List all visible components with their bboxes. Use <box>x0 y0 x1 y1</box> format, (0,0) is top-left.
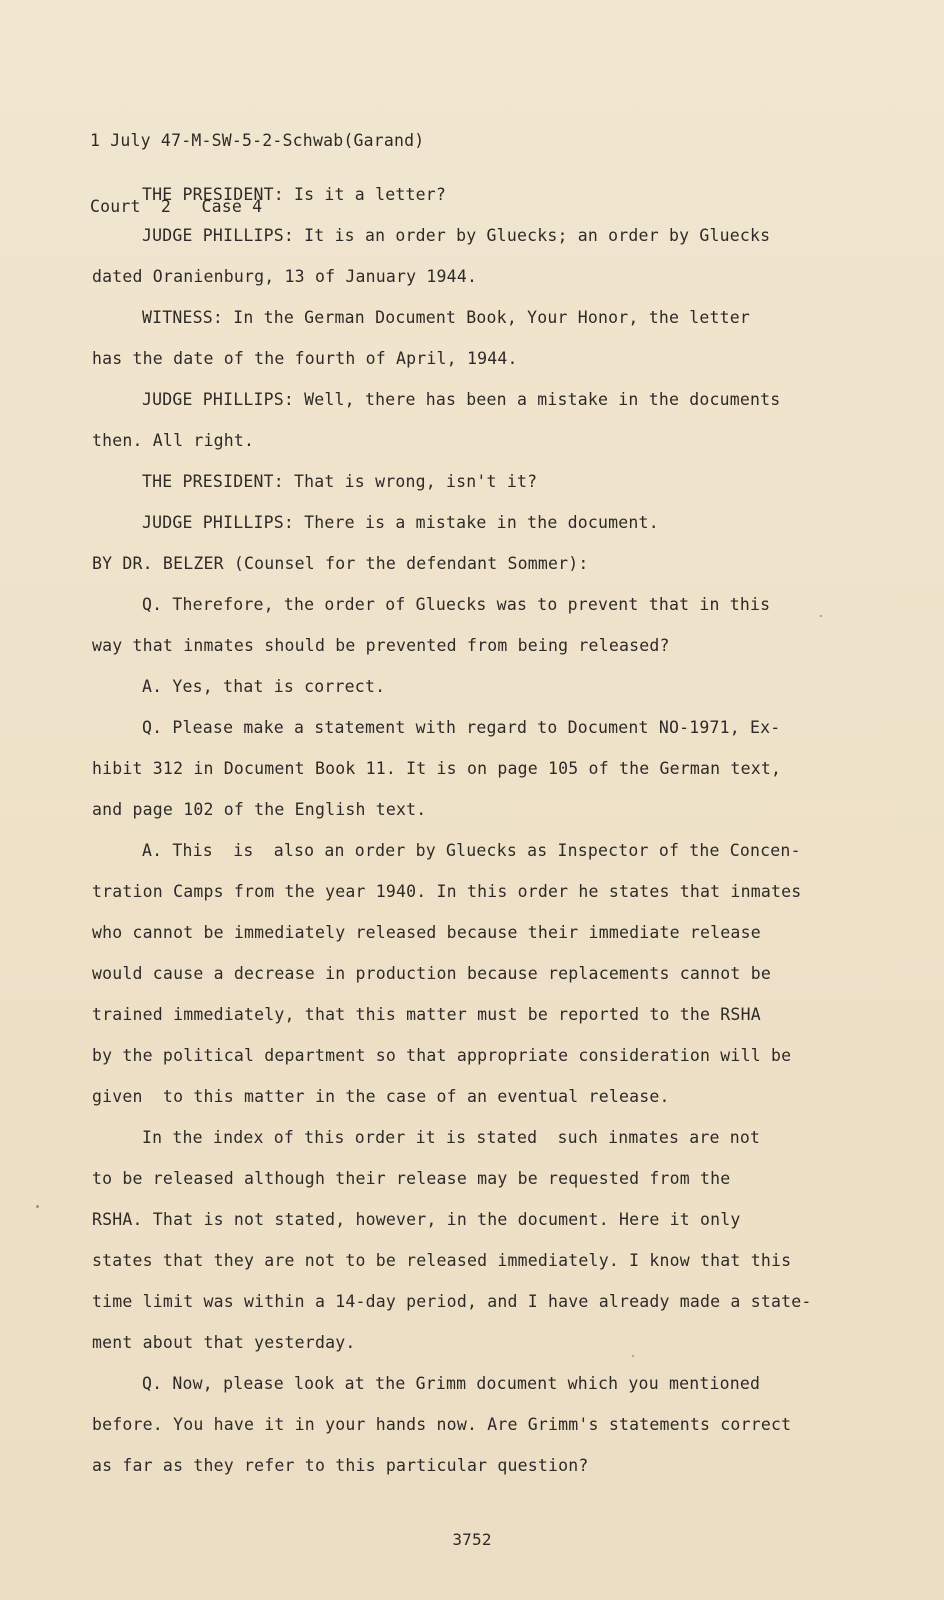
transcript-line: has the date of the fourth of April, 1944. <box>92 349 518 368</box>
transcript-line: states that they are not to be released immediately. I know that this <box>92 1251 792 1270</box>
transcript-line: given to this matter in the case of an eventual release. <box>92 1087 670 1106</box>
transcript-line: ment about that yesterday. <box>92 1333 356 1352</box>
transcript-line: In the index of this order it is stated such inmates are not <box>142 1128 761 1147</box>
transcript-line: Q. Please make a statement with regard to Document NO-1971, Ex- <box>142 718 781 737</box>
transcript-line: who cannot be immediately released because their immediate release <box>92 923 761 942</box>
header-date-reference: 1 July 47-M-SW-5-2-Schwab(Garand) <box>90 131 425 150</box>
transcript-line: dated Oranienburg, 13 of January 1944. <box>92 267 478 286</box>
paper-speck <box>36 1205 39 1208</box>
transcript-line: RSHA. That is not stated, however, in the document. Here it only <box>92 1210 741 1229</box>
transcript-line: hibit 312 in Document Book 11. It is on page 105 of the German text, <box>92 759 782 778</box>
transcript-line: JUDGE PHILLIPS: Well, there has been a mistake in the documents <box>142 390 781 409</box>
header-court-case: Court 2 Case 4 <box>90 197 263 216</box>
transcript-line: and page 102 of the English text. <box>92 800 427 819</box>
transcript-line: THE PRESIDENT: Is it a letter? <box>142 185 447 204</box>
page-number: 3752 <box>452 1530 492 1549</box>
transcript-line: THE PRESIDENT: That is wrong, isn't it? <box>142 472 538 491</box>
transcript-body <box>92 184 822 1496</box>
transcript-line: trained immediately, that this matter must be reported to the RSHA <box>92 1005 761 1024</box>
transcript-line: time limit was within a 14-day period, and I have already made a state- <box>92 1292 812 1311</box>
transcript-line: JUDGE PHILLIPS: It is an order by Gluecks; an order by Gluecks <box>142 226 771 245</box>
transcript-line: then. All right. <box>92 431 255 450</box>
transcript-line: by the political department so that appropriate consideration will be <box>92 1046 792 1065</box>
transcript-line: tration Camps from the year 1940. In this order he states that inmates <box>92 882 802 901</box>
transcript-line: Q. Therefore, the order of Gluecks was to prevent that in this <box>142 595 771 614</box>
transcript-line: A. This is also an order by Gluecks as Inspector of the Concen- <box>142 841 801 860</box>
transcript-line: BY DR. BELZER (Counsel for the defendant Sommer): <box>92 554 589 573</box>
paper-speck <box>820 615 822 617</box>
transcript-line: to be released although their release may be requested from the <box>92 1169 731 1188</box>
transcript-line: would cause a decrease in production because replacements cannot be <box>92 964 771 983</box>
transcript-line: before. You have it in your hands now. Are Grimm's statements correct <box>92 1415 792 1434</box>
transcript-line: A. Yes, that is correct. <box>142 677 386 696</box>
paper-speck <box>632 1355 634 1357</box>
transcript-line: way that inmates should be prevented from being released? <box>92 636 670 655</box>
transcript-line: Q. Now, please look at the Grimm document which you mentioned <box>142 1374 761 1393</box>
transcript-line: WITNESS: In the German Document Book, Your Honor, the letter <box>142 308 751 327</box>
transcript-line: as far as they refer to this particular question? <box>92 1456 589 1475</box>
transcript-line: JUDGE PHILLIPS: There is a mistake in the document. <box>142 513 659 532</box>
